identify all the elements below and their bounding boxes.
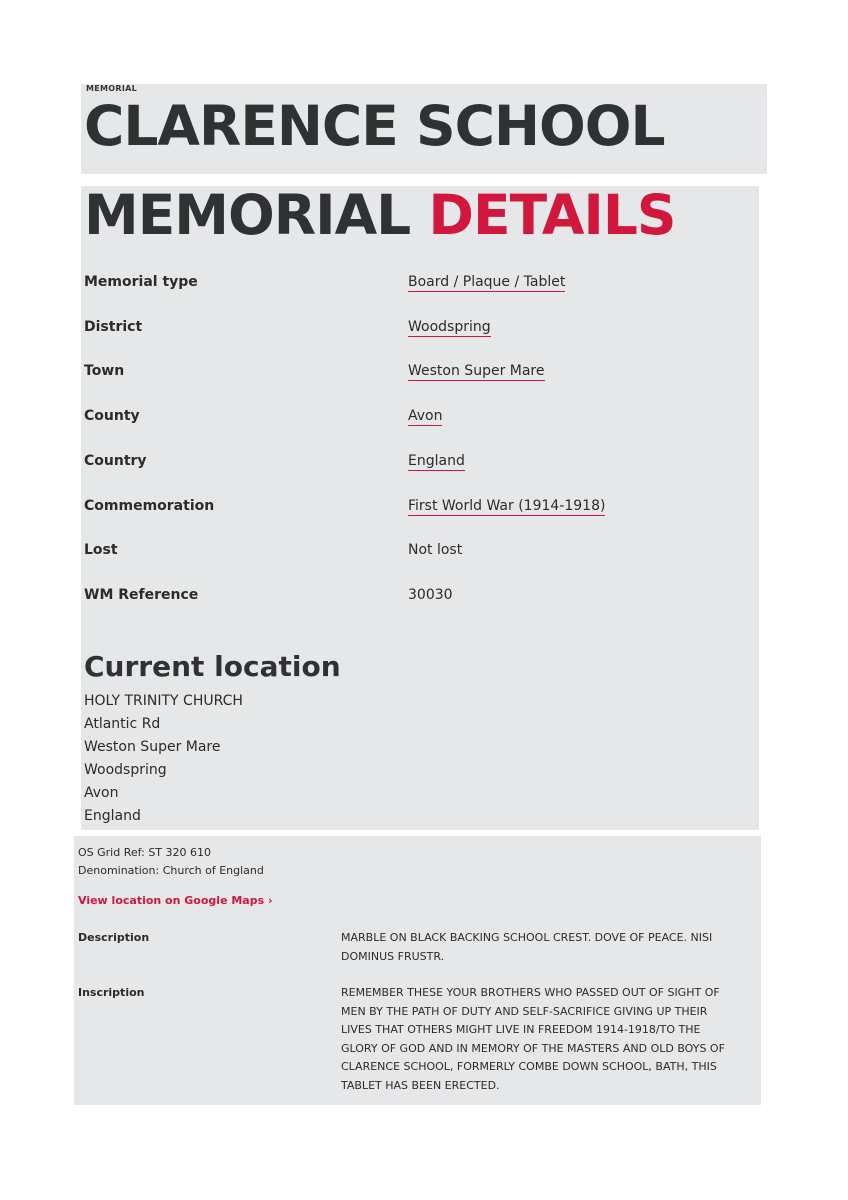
detail-row-country (84, 453, 744, 477)
wm-reference-value: 30030 (408, 587, 453, 603)
detail-label: Commemoration (84, 498, 215, 514)
detail-row-county (84, 408, 744, 432)
google-maps-link[interactable]: View location on Google Maps › (78, 894, 273, 907)
detail-row-lost (84, 542, 744, 566)
commemoration-link[interactable]: First World War (1914-1918) (408, 498, 606, 514)
location-extra-panel (74, 836, 761, 1105)
details-heading-part1: MEMORIAL (84, 183, 411, 247)
lost-value: Not lost (408, 542, 463, 558)
detail-label: WM Reference (84, 587, 199, 603)
detail-label: Memorial type (84, 274, 198, 290)
location-line: Atlantic Rd (84, 716, 161, 732)
memorial-details-panel (81, 183, 759, 830)
detail-row-wm-reference (84, 587, 744, 611)
description-label: Description (78, 931, 150, 944)
location-line: England (84, 808, 141, 824)
memorial-type-link[interactable]: Board / Plaque / Tablet (408, 274, 566, 290)
detail-label: Lost (84, 542, 118, 558)
inscription-text: REMEMBER THESE YOUR BROTHERS WHO PASSED OUT OF SIGHT OF MEN BY THE PATH OF DUTY AND SELF-SACRIFICE GIVING UP THEIR LIVES THAT OTHERS MIGHT LIVE IN FREEDOM 1914-1918/TO THE GLORY OF GOD AND IN MEMORY OF THE MASTERS AND OLD BOYS OF CLARENCE SCHOOL, FORMERLY COMBE DOWN SCHOOL, BATH, THIS TABLET HAS BEEN ERECTED. (341, 986, 725, 1092)
district-link[interactable]: Woodspring (408, 319, 491, 335)
details-heading (84, 184, 676, 246)
detail-row-town (84, 363, 744, 387)
current-location-heading: Current location (84, 650, 341, 683)
location-line: HOLY TRINITY CHURCH (84, 693, 243, 709)
denomination: Denomination: Church of England (78, 864, 264, 877)
location-line: Woodspring (84, 762, 167, 778)
country-link[interactable]: England (408, 453, 465, 469)
detail-label: District (84, 319, 143, 335)
memorial-eyebrow: MEMORIAL (86, 84, 138, 93)
detail-label: County (84, 408, 140, 424)
county-link[interactable]: Avon (408, 408, 443, 424)
town-link[interactable]: Weston Super Mare (408, 363, 545, 379)
detail-label: Town (84, 363, 125, 379)
inscription-label: Inscription (78, 986, 145, 999)
details-heading-part2: DETAILS (428, 183, 676, 247)
detail-row-memorial-type (84, 274, 744, 298)
detail-label: Country (84, 453, 147, 469)
detail-row-commemoration (84, 498, 744, 522)
location-line: Avon (84, 785, 119, 801)
location-line: Weston Super Mare (84, 739, 221, 755)
os-grid-ref: OS Grid Ref: ST 320 610 (78, 846, 212, 859)
page-title: CLARENCE SCHOOL (84, 94, 665, 158)
detail-row-district (84, 319, 744, 343)
memorial-title-panel (81, 84, 767, 174)
description-text: MARBLE ON BLACK BACKING SCHOOL CREST. DOVE OF PEACE. NISI DOMINUS FRUSTR. (341, 931, 713, 963)
